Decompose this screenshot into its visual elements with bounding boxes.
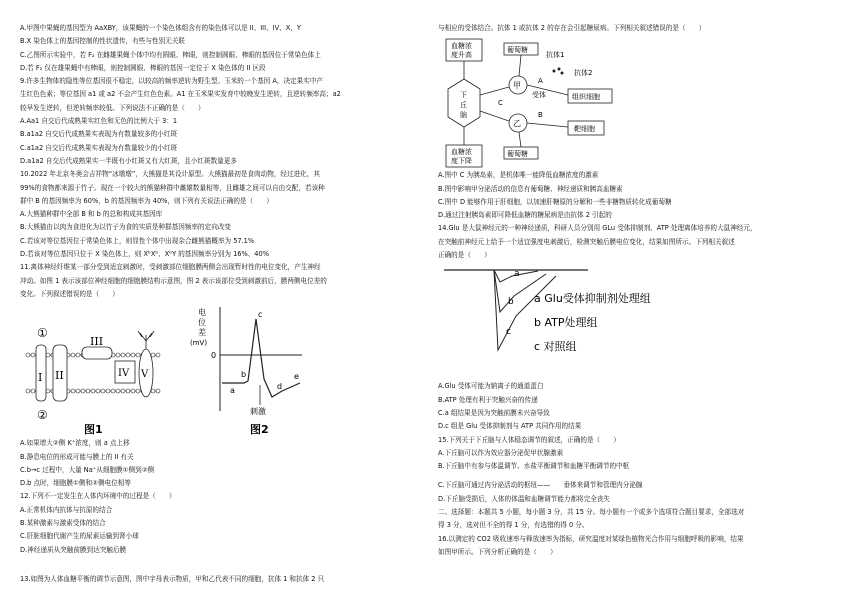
text-line: A.大熊猫种群中全部 B 和 b 的总和构成其基因库: [20, 210, 163, 219]
text-line: C.图中 D 能够作用于肝细胞，以加速肝糖原的分解和一些非糖物质转化成葡萄糖: [438, 197, 672, 206]
legend-b: b ATP处理组: [534, 316, 598, 330]
text-line: D.下丘脑受损后，人体的体温和血糖调节能力都将完全丧失: [438, 494, 611, 503]
phospholipid-head: [116, 353, 120, 357]
phospholipid-head: [121, 353, 125, 357]
zero-label: 0: [211, 351, 217, 361]
text-line: C.若该对等位基因位于常染色体上，则显性个体中出现杂合雌熊猫概率为 57.1%: [20, 236, 255, 245]
text-line: C.乙图所示实验中，若 F₂ 在雌雄果蝇个体中均有圆眼、棒眼，则控制圆眼、棒眼的基因位于常染色体上: [20, 50, 321, 59]
text-line: C.a 组结果是因为突触前膜未兴奋导致: [438, 408, 550, 417]
membrane-figures: [20, 301, 425, 437]
text-line: C.a1a2 自交后代成熟果实表现为有数量较少的小红斑: [20, 143, 178, 152]
text-line: 11.离体神经纤维某一部分受到适宜刺激时，受刺激部位细胞膜两侧会出现暂时性的电位变化，产生神经: [20, 263, 321, 272]
hypo-char-2: 丘: [460, 101, 467, 110]
roman-I: I: [38, 371, 43, 385]
roman-IV: IV: [118, 368, 130, 380]
legend-a: a Glu受体抑制剂处理组: [534, 292, 651, 306]
right-column: [438, 22, 842, 559]
text-line: A.下丘脑可以作为效应器分泌促甲状腺激素: [438, 448, 564, 457]
text-line: 10.2022 年北京冬奥会吉祥物“冰墩墩”，大熊猫是其设计原型。大熊猫最初是食肉动物，经过进化，其: [20, 170, 320, 179]
letter-C: C: [498, 99, 503, 108]
membrane-figure-svg: [20, 301, 320, 437]
text-line: B.某种激素与激素受体的结合: [20, 519, 106, 528]
phospholipid-head: [96, 389, 100, 393]
text-line: 15.下列关于下丘脑与人体稳态调节的叙述，正确的是（ ）: [438, 435, 620, 444]
text-line: A.Aa1 自交后代成熟果实红色和无色的比例大于 3：1: [20, 117, 178, 126]
fall-line-2: 度下降: [451, 157, 472, 166]
phospholipid-head: [126, 353, 130, 357]
right-text-top: [438, 22, 842, 35]
text-line: B.a1a2 自交后代成熟果实表现为有数量较多的小红斑: [20, 130, 178, 139]
target-cell-label: 靶细胞: [574, 125, 595, 134]
text-line: 9.许多生物体的隐性等位基因很不稳定，以较高的频率逆转为野生型。玉米的一个基因 A，决定果实中产: [20, 77, 324, 86]
text-line: 99%的食物都来源于竹子。现在一个较大的熊猫种群中雌雄数量相等，且雌雄之间可以自由交配，若该种: [20, 183, 325, 192]
letter-A: A: [538, 77, 543, 86]
curve-b: [494, 270, 546, 312]
text-line: A.图中 C 为胰岛素，是机体唯一能降低血糖浓度的激素: [438, 171, 599, 180]
phospholipid-head: [121, 389, 125, 393]
text-line: C.下丘脑可通过内分泌活动的枢纽—— 垂体来调节和管理内分泌腺: [438, 481, 643, 490]
yi-label: 乙: [513, 119, 521, 129]
hypo-char-1: 下: [460, 91, 467, 100]
antibody2-label: 抗体2: [574, 69, 593, 78]
text-line: D.神经递质从突触前膜到达突触后膜: [20, 545, 127, 554]
phospholipid-head: [71, 353, 75, 357]
text-line: B.大熊猫由以肉为食进化为以竹子为食的实质是种群基因频率的定向改变: [20, 223, 232, 232]
phospholipid-head: [101, 389, 105, 393]
figure1-caption: 图1: [84, 423, 103, 437]
glucose-top: 葡萄糖: [507, 46, 528, 55]
text-line: 12.下列不一定发生在人体内环境中的过程是（ ）: [20, 492, 176, 501]
point-b: b: [241, 370, 247, 380]
figure1-membrane: [26, 326, 160, 436]
phospholipid-head: [26, 389, 30, 393]
roman-III: III: [90, 335, 104, 349]
phospholipid-head: [156, 389, 160, 393]
text-line: A.Glu 受体可能为钠离子的通道蛋白: [438, 382, 544, 391]
legend-c: c 对照组: [534, 340, 577, 354]
phospholipid-head: [31, 353, 35, 357]
text-line: B.下丘脑中有参与体温调节、水盐平衡调节和血糖平衡调节的中枢: [438, 462, 630, 471]
text-line: D.若 F₂ 仅在雄果蝇中有棒眼，则控制圆眼、棒眼的基因一定位于 X 染色体的 II 区段: [20, 63, 266, 72]
letter-B: B: [538, 111, 543, 120]
stimulus-label: 刺激: [250, 407, 266, 417]
text-line: 二、选择题：本题共 5 小题，每小题 3 分，共 15 分。每小题有一个或多个选项符合题目要求，全部选对: [438, 508, 745, 517]
text-line: 较早发生逆转，但逆转频率较低。下列说法不正确的是（ ）: [20, 103, 205, 112]
phospholipid-head: [76, 353, 80, 357]
text-line: A.正常机体内抗体与抗原的结合: [20, 505, 113, 514]
phospholipid-head: [131, 353, 135, 357]
jia-label: 甲: [513, 81, 521, 91]
text-line: 得 3 分，选对但不全的得 1 分，有选错的得 0 分。: [438, 521, 589, 530]
point-a: a: [230, 386, 235, 396]
text-line: 生红色色素；等位基因 a1 或 a2 不会产生红色色素。A1 在玉米果实发育中较晚发生逆转，且逆转频率高；a2: [20, 90, 341, 99]
phospholipid-head: [86, 389, 90, 393]
right-text-bottom: [438, 380, 842, 559]
phospholipid-head: [31, 389, 35, 393]
text-line: A.甲图中果蝇的基因型为 AaXBY，该果蝇的一个染色体组含有的染色体可以是 II、III、IV、X、Y: [20, 24, 301, 32]
ylabel-char-3: 差: [198, 328, 206, 338]
text-line: B.图中影响甲分泌活动的信息有葡萄糖、神经递质和胰高血糖素: [438, 184, 623, 193]
phospholipid-head: [136, 389, 140, 393]
protein-III: [82, 347, 112, 359]
ylabel-unit: (mV): [190, 339, 208, 348]
phospholipid-head: [151, 389, 155, 393]
text-line: 变化。下列叙述错误的是（ ）: [20, 289, 119, 298]
phospholipid-head: [76, 389, 80, 393]
label-c: c: [506, 327, 511, 338]
text-line: 与相应的受体结合。抗体 1 或抗体 2 的存在会引起糖尿病。下列相关叙述错误的是（ ）: [438, 24, 706, 32]
phospholipid-head: [126, 389, 130, 393]
phospholipid-head: [116, 389, 120, 393]
circled-1: ①: [37, 326, 48, 341]
text-line: A.如果增大②侧 K⁺浓度，则 a 点上移: [20, 439, 130, 448]
phospholipid-head: [46, 353, 50, 357]
figure2-caption: 图2: [250, 423, 269, 437]
label-a: a: [514, 269, 520, 280]
text-line: C.肝脏细胞代谢产生的尿素运输到肾小球: [20, 532, 139, 541]
ylabel-char-1: 电: [198, 308, 206, 318]
curve-c: [494, 270, 556, 350]
antibody1-label: 抗体1: [546, 51, 565, 60]
question-13-stem: 13.如图为人体血糖平衡的调节示意图，图中字母表示物质，甲和乙代表不同的细胞，抗体 1 和抗体 2 只: [20, 574, 325, 583]
text-line: 如图甲所示。下列分析正确的是（ ）: [438, 547, 557, 556]
left-column: [20, 22, 425, 586]
phospholipid-head: [136, 353, 140, 357]
rise-line-2: 度升高: [451, 51, 472, 60]
phospholipid-head: [71, 389, 75, 393]
roman-V: V: [141, 369, 149, 381]
phospholipid-head: [91, 389, 95, 393]
hypo-char-3: 脑: [460, 111, 467, 120]
point-c: c: [258, 310, 263, 320]
text-line: 14.Glu 是大鼠神经元的一种神经递质，科研人员分别用 GLu 受体抑制剂、ATP 处理离体培养的大鼠神经元，: [438, 224, 757, 233]
text-line: C.b→c 过程中，大量 Na⁺从细胞膜①侧到②侧: [20, 465, 155, 474]
phospholipid-head: [106, 389, 110, 393]
text-line: 正确的是（ ）: [438, 251, 491, 260]
label-b: b: [508, 297, 514, 308]
postsynaptic-svg: [438, 262, 738, 380]
postsynaptic-potential-graph: [438, 262, 842, 380]
text-line: D.a1a2 自交后代成熟果实一半既有小红斑又有大红斑，且小红斑数量更多: [20, 156, 237, 165]
text-line: B.ATP 处理有利于突触兴奋的传递: [438, 395, 538, 404]
phospholipid-head: [131, 389, 135, 393]
left-text-bottom: [20, 437, 425, 557]
phospholipid-head: [46, 389, 50, 393]
text-line: D.c 组是 Glu 受体抑制剂与 ATP 共同作用的结果: [438, 422, 582, 431]
phospholipid-head: [151, 353, 155, 357]
glucose-bottom: 葡萄糖: [507, 150, 528, 159]
phospholipid-head: [156, 353, 160, 357]
rise-line-1: 血糖浓: [451, 42, 472, 51]
text-line: 16.以测定的 CO2 吸收速率与释放速率为指标，研究温度对某绿色植物光合作用与细胞呼吸的影响，结果: [438, 534, 744, 543]
text-line: D.b 点时，细胞膜①侧和②侧电位相等: [20, 479, 131, 488]
text-line: B.静息电位的形成可能与膜上的 II 有关: [20, 452, 134, 461]
right-text-mid: [438, 169, 842, 262]
text-line: 在突触前神经元上给予一个适宜强度电刺激后，检测突触后膜电位变化，结果如图所示。下列相关叙述: [438, 237, 735, 246]
point-e: e: [294, 372, 299, 382]
roman-II: II: [55, 369, 64, 383]
tissue-cell-label: 组织细胞: [572, 93, 600, 102]
figure2-potential-graph: [190, 307, 302, 436]
glucose-diagram-svg: [438, 35, 738, 169]
text-line: 冲动。如图 1 表示该部位神经细胞的细胞膜结构示意图，图 2 表示该部位受到刺激前后，膜两侧电位差的: [20, 276, 327, 285]
text-line: B.X 染色体上的基因控制的性状遗传，有些与性别无关联: [20, 37, 185, 46]
text-line: 群中 B 的基因频率为 60%，b 的基因频率为 40%，则下列有关说法正确的是（ ）: [20, 196, 273, 205]
text-line: D.通过注射胰岛素即可降低血糖的糖尿病是由抗体 2 引起的: [438, 211, 612, 220]
fall-line-1: 血糖浓: [451, 148, 472, 157]
phospholipid-head: [26, 353, 30, 357]
receptor-label: 受体: [532, 91, 546, 100]
circled-2: ②: [37, 408, 48, 423]
left-text-top: [20, 22, 425, 301]
point-d: d: [277, 382, 283, 392]
glucose-regulation-diagram: [438, 35, 842, 169]
text-line: D.若该对等位基因只位于 X 染色体上，则 XᵇXᵇ、XᵇY 的基因频率分别为 16%、40%: [20, 250, 269, 259]
phospholipid-head: [111, 389, 115, 393]
phospholipid-head: [81, 389, 85, 393]
ylabel-char-2: 位: [198, 318, 206, 328]
